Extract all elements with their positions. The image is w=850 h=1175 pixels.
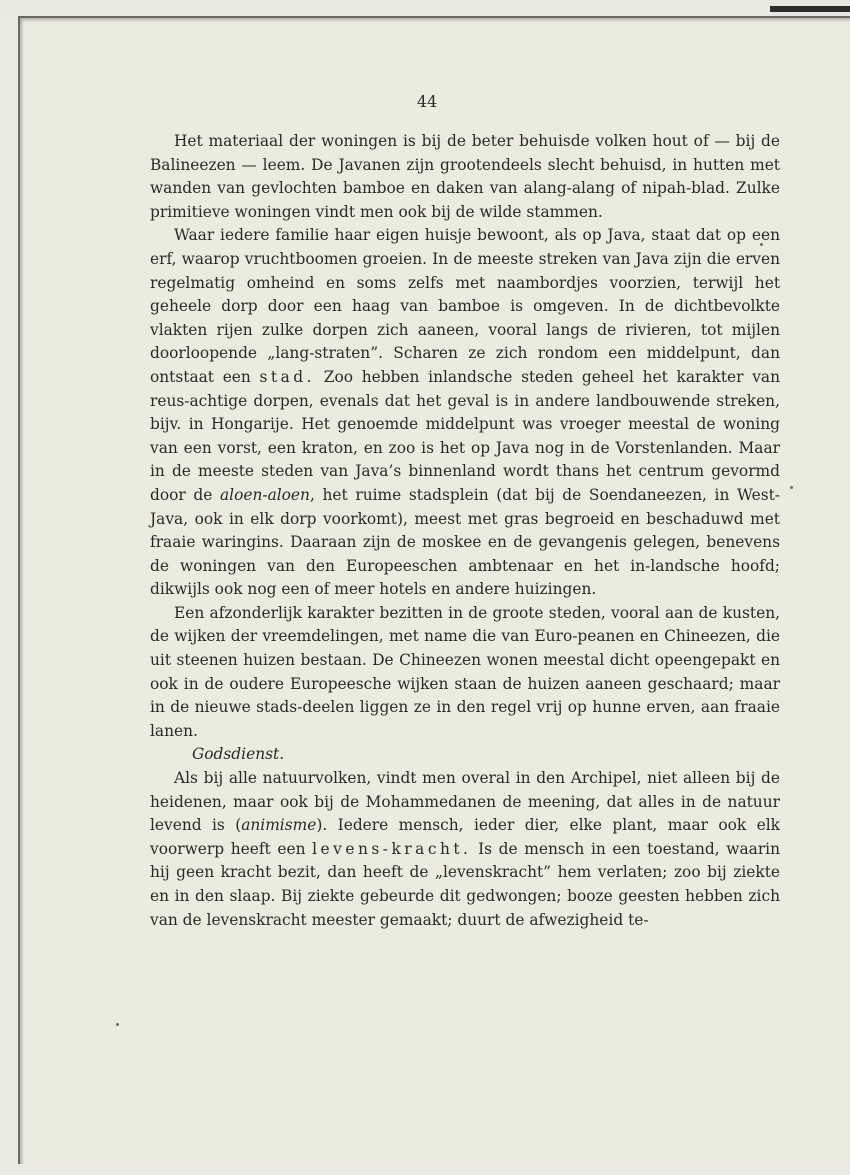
body-text: [150, 130, 780, 932]
page-number: 44: [416, 92, 438, 111]
paper-speck: [116, 1023, 119, 1026]
scanner-bar: [770, 6, 850, 12]
italic-term-animisme: animisme: [241, 816, 317, 835]
paragraph-2-part-c: , het ruime stadsplein (dat bij de Soendaneezen, in West-Java, ook in elk dorp voorkomt), meest met gras begroeid en beschaduwd met fraaie waringins. Daaraan zijn de moskee en de gevangenis gelegen, benevens de woningen van den Europeeschen ambtenaar en het in-landsche hoofd; dikwijls ook nog een of meer hotels en andere huizingen.: [150, 485, 780, 599]
paragraph-4-part-b: ). Iedere mensch, ieder dier, elke plant, maar ook elk voorwerp heeft een: [150, 816, 780, 858]
paragraph-1: Het materiaal der woningen is bij de beter behuisde volken hout of — bij de Balineezen — leem. De Javanen zijn grootendeels slecht behuisd, in hutten met wanden van gevlochten bamboe en daken van alang-alang of nipah-blad. Zulke primitieve woningen vindt men ook bij de wilde stammen.: [150, 132, 780, 221]
paragraph-2-part-b: Zoo hebben inlandsche steden geheel het karakter van reus-achtige dorpen, evenals dat het geval is in andere landbouwende streken, bijv. in Hongarije. Het genoemde middelpunt was vroeger meestal de woning van een vorst, een kraton, en zoo is het op Java nog in de Vorstenlanden. Maar in de meeste steden van Java’s binnenland wordt thans het centrum gevormd door de: [150, 367, 780, 504]
paragraph-2-part-a: Waar iedere familie haar eigen huisje bewoont, als op Java, staat dat op een erf, waarop vruchtboomen groeien. In de meeste streken van Java zijn die erven regelmatig omheind en soms zelfs met naambordjes voorzien, terwijl het geheele dorp door een haag van bamboe is omgeven. In de dichtbevolkte vlakten rijen zulke dorpen zich aaneen, vooral langs de rivieren, tot mijlen doorloopende „lang-straten”. Scharen ze zich rondom een middelpunt, dan ontstaat een: [150, 226, 780, 386]
paper-speck: [790, 486, 793, 489]
section-heading-godsdienst: Godsdienst.: [192, 745, 285, 764]
paragraph-4-part-c: Is de mensch in een toestand, waarin hij geen kracht bezit, dan heeft de „levenskracht” hem verlaten; zoo bij ziekte en in den slaap. Bij ziekte gebeurde dit gedwongen; booze geesten hebben zich van de levenskracht meester gemaakt; duurt de afwezigheid te-: [150, 839, 781, 929]
paragraph-3: Een afzonderlijk karakter bezitten in de groote steden, vooral aan de kusten, de wijken der vreemdelingen, met name die van Euro-peanen en Chineezen, die uit steenen huizen bestaan. De Chineezen wonen meestal dicht opeengepakt en ook in de oudere Europeesche wijken staan de huizen aaneen geschaard; maar in de nieuwe stads-deelen liggen ze in den regel vrij op hunne erven, aan fraaie lanen.: [150, 603, 780, 740]
paragraph-2: [150, 224, 780, 602]
italic-term-aloen-aloen: aloen-aloen: [219, 485, 310, 504]
scanner-top-edge: [0, 0, 850, 16]
spaced-word-stad: stad.: [259, 367, 316, 386]
spaced-word-levenskracht: levens-kracht.: [312, 839, 472, 858]
paragraph-4: [150, 767, 780, 932]
paragraph-4-part-a: Als bij alle natuurvolken, vindt men overal in den Archipel, niet alleen bij de heidenen, maar ook bij de Mohammedanen de meening, dat alles in de natuur levend is (: [150, 769, 780, 835]
